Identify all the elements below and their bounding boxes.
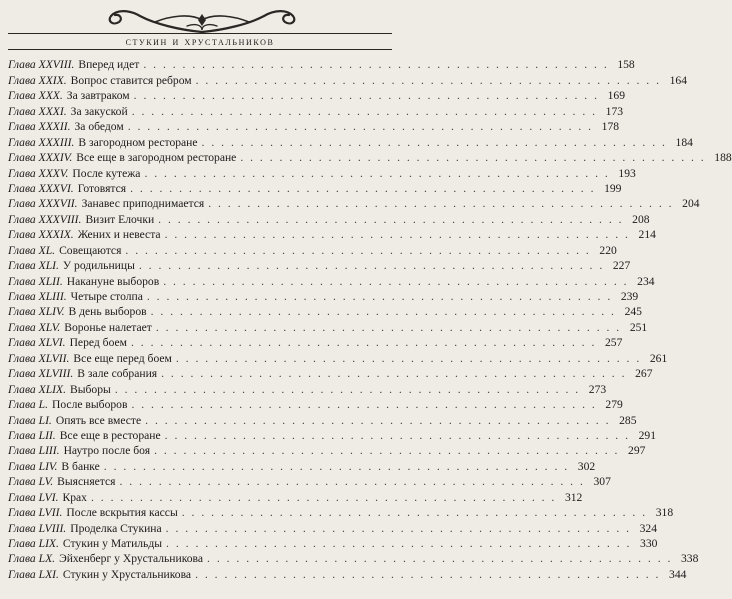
dot-leader: . . . . . . . . . . . . . . . . . . . . . . . . . . . . . . . . . . . . . . . . . . . . . . . . xyxy=(146,290,613,303)
page-number: 344 xyxy=(669,567,687,581)
page-number: 338 xyxy=(681,552,699,566)
chapter-number: Глава XXXIII. xyxy=(8,135,75,149)
dot-leader: . . . . . . . . . . . . . . . . . . . . . . . . . . . . . . . . . . . . . . . . . . . . . . . . xyxy=(164,228,630,242)
chapter-title: Перед боем xyxy=(69,336,127,350)
dot-leader: . . . . . . . . . . . . . . . . . . . . . . . . . . . . . . . . . . . . . . . . . . . . . . . . xyxy=(130,181,596,195)
chapter-number: Глава LVI. xyxy=(8,490,59,504)
dot-leader: . . . . . . . . . . . . . . . . . . . . . . . . . . . . . . . . . . . . . . . . . . . . . . . . xyxy=(133,89,599,103)
dot-leader: . . . . . . . . . . . . . . . . . . . . . . . . . . . . . . . . . . . . . . . . . . . . . . . . xyxy=(127,120,594,134)
toc-entry xyxy=(8,428,656,443)
toc-entry xyxy=(8,181,622,196)
page-number: 251 xyxy=(629,320,648,334)
page-number: 245 xyxy=(624,305,642,319)
dot-leader: . . . . . . . . . . . . . . . . . . . . . . . . . . . . . . . . . . . . . . . . . . . . . . . . xyxy=(240,151,706,165)
dot-leader: . . . . . . . . . . . . . . . . . . . . . . . . . . . . . . . . . . . . . . . . . . . . . . . . xyxy=(103,459,570,473)
chapter-number: Глава LI. xyxy=(8,413,52,427)
dot-leader: . . . . . . . . . . . . . . . . . . . . . . . . . . . . . . . . . . . . . . . . . . . . . . . . xyxy=(114,382,581,396)
chapter-title: За закуской xyxy=(70,104,128,118)
chapter-number: Глава LIII. xyxy=(8,444,60,458)
chapter-number: Глава XLII. xyxy=(8,274,63,288)
dot-leader: . . . . . . . . . . . . . . . . . . . . . . . . . . . . . . . . . . . . . . . . . . . . . . . . xyxy=(131,336,597,350)
chapter-number: Глава XLVIII. xyxy=(8,367,74,381)
dot-leader: . . . . . . . . . . . . . . . . . . . . . . . . . . . . . . . . . . . . . . . . . . . . . . . . xyxy=(161,367,627,381)
chapter-title: Выясняется xyxy=(57,475,116,489)
toc-entry xyxy=(8,289,639,304)
dot-leader: . . . . . . . . . . . . . . . . . . . . . . . . . . . . . . . . . . . . . . . . . . . . . . . . xyxy=(143,58,609,72)
toc-entry xyxy=(8,397,623,412)
toc-entry xyxy=(8,319,648,334)
toc-entry xyxy=(8,366,653,381)
chapter-title: Вопрос ставится ребром xyxy=(70,73,192,87)
page-number: 302 xyxy=(577,459,596,473)
chapter-title: За завтраком xyxy=(66,89,130,103)
chapter-number: Глава LIX. xyxy=(8,537,59,550)
page-number: 173 xyxy=(605,104,624,118)
chapter-number: Глава XLVI. xyxy=(8,336,66,350)
page-number: 267 xyxy=(635,367,653,381)
toc-entry xyxy=(8,489,583,504)
toc-entry xyxy=(8,227,656,242)
toc-entry xyxy=(8,381,607,396)
chapter-number: Глава XXXVI. xyxy=(8,181,74,195)
dot-leader: . . . . . . . . . . . . . . . . . . . . . . . . . . . . . . . . . . . . . . . . . . . . . . . . xyxy=(164,428,630,442)
toc-entry xyxy=(8,273,655,288)
chapter-title: Накануне выборов xyxy=(66,274,160,288)
page-number: 199 xyxy=(604,181,622,195)
toc-entry xyxy=(8,165,636,180)
chapter-number: Глава LII. xyxy=(8,428,56,442)
page-number: 204 xyxy=(682,197,700,211)
chapter-title: Все еще перед боем xyxy=(73,351,172,365)
chapter-title: Все еще в загородном ресторане xyxy=(76,151,237,165)
chapter-title: Готовятся xyxy=(77,181,127,195)
chapter-number: Глава XLV. xyxy=(8,320,61,334)
page-number: 273 xyxy=(588,382,607,396)
dot-leader: . . . . . . . . . . . . . . . . . . . . . . . . . . . . . . . . . . . . . . . . . . . . . . . . xyxy=(144,166,610,180)
toc-entry xyxy=(8,119,620,134)
dot-leader: . . . . . . . . . . . . . . . . . . . . . . . . . . . . . . . . . . . . . . . . . . . . . . . . xyxy=(131,398,597,412)
dot-leader: . . . . . . . . . . . . . . . . . . . . . . . . . . . . . . . . . . . . . . . . . . . . . . . . xyxy=(131,104,598,118)
toc-entry xyxy=(8,242,617,257)
dot-leader: . . . . . . . . . . . . . . . . . . . . . . . . . . . . . . . . . . . . . . . . . . . . . . . . xyxy=(125,243,591,257)
dot-leader: . . . . . . . . . . . . . . . . . . . . . . . . . . . . . . . . . . . . . . . . . . . . . . . . xyxy=(155,320,622,334)
dot-leader: . . . . . . . . . . . . . . . . . . . . . . . . . . . . . . . . . . . . . . . . . . . . . . . . xyxy=(195,73,661,87)
dot-leader: . . . . . . . . . . . . . . . . . . . . . . . . . . . . . . . . . . . . . . . . . . . . . . . . xyxy=(165,521,632,535)
page-number: 330 xyxy=(640,537,658,550)
dot-leader: . . . . . . . . . . . . . . . . . . . . . . . . . . . . . . . . . . . . . . . . . . . . . . . . xyxy=(138,259,605,273)
chapter-title: За обедом xyxy=(74,120,124,134)
dot-leader: . . . . . . . . . . . . . . . . . . . . . . . . . . . . . . . . . . . . . . . . . . . . . . . . xyxy=(201,135,667,149)
toc-entry xyxy=(8,443,646,458)
chapter-title: Эйхенберг у Хрустальникова xyxy=(59,552,204,566)
chapter-number: Глава LV. xyxy=(8,475,54,489)
chapter-title: После выборов xyxy=(51,398,128,412)
page-number: 184 xyxy=(675,135,693,149)
dot-leader: . . . . . . . . . . . . . . . . . . . . . . . . . . . . . . . . . . . . . . . . . . . . . . . . xyxy=(90,490,557,504)
dot-leader: . . . . . . . . . . . . . . . . . . . . . . . . . . . . . . . . . . . . . . . . . . . . . . . . xyxy=(154,444,620,458)
page-number: 285 xyxy=(619,413,637,427)
toc-entry xyxy=(8,134,693,149)
chapter-number: Глава LIV. xyxy=(8,459,58,473)
page-number: 234 xyxy=(637,274,655,288)
chapter-number: Глава XLIX. xyxy=(8,382,66,396)
dot-leader: . . . . . . . . . . . . . . . . . . . . . . . . . . . . . . . . . . . . . . . . . . . . . . . . xyxy=(207,552,673,566)
chapter-title: Визит Елочки xyxy=(85,212,155,226)
chapter-title: В зале собрания xyxy=(77,367,158,381)
page-number: 307 xyxy=(593,475,611,489)
page-number: 214 xyxy=(638,228,656,242)
chapter-number: Глава LVII. xyxy=(8,506,63,520)
page-number: 208 xyxy=(632,212,650,226)
chapter-number: Глава XLI. xyxy=(8,259,59,273)
toc-entry xyxy=(8,474,611,489)
page-number: 297 xyxy=(628,444,646,458)
chapter-number: Глава XL. xyxy=(8,243,56,257)
chapter-title: В загородном ресторане xyxy=(78,135,198,149)
chapter-title: Жених и невеста xyxy=(77,228,161,242)
chapter-number: Глава L. xyxy=(8,398,48,412)
chapter-number: Глава XXXVIII. xyxy=(8,212,82,226)
toc-entry xyxy=(8,505,674,520)
chapter-title: После вскрытия кассы xyxy=(66,506,178,520)
toc-entry xyxy=(8,335,623,350)
page-number: 164 xyxy=(669,73,687,87)
chapter-number: Глава XLVII. xyxy=(8,351,70,365)
page-number: 188 xyxy=(714,151,732,165)
page-number: 312 xyxy=(564,490,583,504)
dot-leader: . . . . . . . . . . . . . . . . . . . . . . . . . . . . . . . . . . . . . . . . . . . . . . . . xyxy=(166,537,632,550)
chapter-number: Глава XXXIV. xyxy=(8,151,73,165)
chapter-title: Четыре столпа xyxy=(70,290,143,303)
dot-leader: . . . . . . . . . . . . . . . . . . . . . . . . . . . . . . . . . . . . . . . . . . . . . . . . xyxy=(145,413,611,427)
chapter-number: Глава XXXVII. xyxy=(8,197,78,211)
page-number: 318 xyxy=(655,506,674,520)
chapter-title: Проделка Стукина xyxy=(70,521,162,535)
table-of-contents xyxy=(8,57,732,582)
chapter-title: Занавес приподнимается xyxy=(81,197,205,211)
scroll-ornament-icon xyxy=(95,4,310,34)
chapter-number: Глава XXX. xyxy=(8,89,63,103)
chapter-number: Глава XXIX. xyxy=(8,73,67,87)
chapter-number: Глава XXXII. xyxy=(8,120,71,134)
toc-entry xyxy=(8,350,668,365)
dot-leader: . . . . . . . . . . . . . . . . . . . . . . . . . . . . . . . . . . . . . . . . . . . . . . . . xyxy=(150,305,616,319)
chapter-number: Глава XXXIX. xyxy=(8,228,74,242)
chapter-number: Глава LX. xyxy=(8,552,56,566)
chapter-title: Воронье налетает xyxy=(64,320,152,334)
dot-leader: . . . . . . . . . . . . . . . . . . . . . . . . . . . . . . . . . . . . . . . . . . . . . . . . xyxy=(163,274,629,288)
chapter-title: Все еще в ресторане xyxy=(59,428,161,442)
dot-leader: . . . . . . . . . . . . . . . . . . . . . . . . . . . . . . . . . . . . . . . . . . . . . . . . xyxy=(119,475,585,489)
page-number: 257 xyxy=(604,336,623,350)
page-number: 291 xyxy=(638,428,656,442)
toc-entry xyxy=(8,258,631,273)
toc-entry xyxy=(8,72,687,87)
chapter-title: Вперед идет xyxy=(78,58,140,72)
page-number: 324 xyxy=(639,521,658,535)
toc-entry xyxy=(8,304,642,319)
toc-entry xyxy=(8,211,650,226)
chapter-title: Стукин у Матильды xyxy=(62,537,163,550)
chapter-number: Глава LXI. xyxy=(8,567,59,581)
toc-entry xyxy=(8,150,732,165)
toc-entry xyxy=(8,88,625,103)
chapter-number: Глава XLIV. xyxy=(8,305,65,319)
chapter-number: Глава XXVIII. xyxy=(8,58,75,72)
dot-leader: . . . . . . . . . . . . . . . . . . . . . . . . . . . . . . . . . . . . . . . . . . . . . . . . xyxy=(175,351,642,365)
toc-entry xyxy=(8,196,700,211)
chapter-title: Крах xyxy=(62,490,87,504)
page-number: 193 xyxy=(618,166,636,180)
chapter-number: Глава XXXI. xyxy=(8,104,67,118)
chapter-title: Стукин у Хрустальникова xyxy=(62,567,192,581)
page-number: 169 xyxy=(607,89,625,103)
page-number: 239 xyxy=(620,290,639,303)
chapter-title: Выборы xyxy=(70,382,111,396)
chapter-title: Совещаются xyxy=(59,243,122,257)
chapter-title: Опять все вместе xyxy=(55,413,142,427)
toc-entry xyxy=(8,520,658,535)
page-number: 158 xyxy=(617,58,635,72)
toc-entry xyxy=(8,458,596,473)
chapter-title: После кутежа xyxy=(72,166,141,180)
toc-entry xyxy=(8,566,687,581)
toc-entry xyxy=(8,412,637,427)
page-number: 227 xyxy=(612,259,631,273)
dot-leader: . . . . . . . . . . . . . . . . . . . . . . . . . . . . . . . . . . . . . . . . . . . . . . . . xyxy=(195,567,661,581)
chapter-title: Наутро после боя xyxy=(63,444,151,458)
dot-leader: . . . . . . . . . . . . . . . . . . . . . . . . . . . . . . . . . . . . . . . . . . . . . . . . xyxy=(181,506,648,520)
chapter-title: В банке xyxy=(61,459,100,473)
toc-entry xyxy=(8,536,658,551)
chapter-number: Глава XLIII. xyxy=(8,290,67,303)
toc-entry xyxy=(8,551,699,566)
header-rule-bottom xyxy=(8,49,392,50)
chapter-title: В день выборов xyxy=(68,305,147,319)
page-number: 220 xyxy=(599,243,617,257)
running-head: стукин и хрустальников xyxy=(125,34,275,48)
chapter-title: У родильницы xyxy=(62,259,135,273)
dot-leader: . . . . . . . . . . . . . . . . . . . . . . . . . . . . . . . . . . . . . . . . . . . . . . . . xyxy=(158,212,624,226)
toc-entry xyxy=(8,57,635,72)
chapter-number: Глава LVIII. xyxy=(8,521,67,535)
toc-entry xyxy=(8,103,624,118)
chapter-number: Глава XXXV. xyxy=(8,166,69,180)
page-number: 178 xyxy=(601,120,620,134)
dot-leader: . . . . . . . . . . . . . . . . . . . . . . . . . . . . . . . . . . . . . . . . . . . . . . . . xyxy=(208,197,674,211)
page-number: 279 xyxy=(605,398,623,412)
page-number: 261 xyxy=(649,351,668,365)
